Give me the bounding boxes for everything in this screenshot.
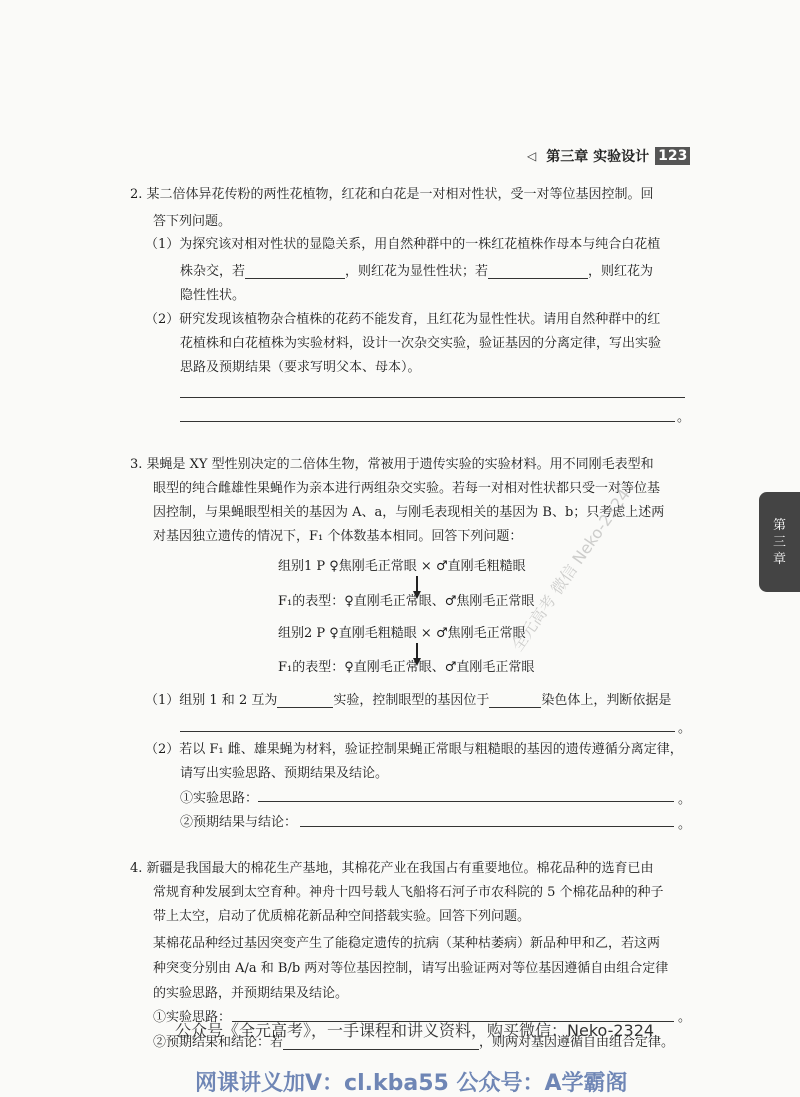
answer-line[interactable] bbox=[180, 421, 675, 422]
q3-sub2-line-2: 请写出实验思路、预期结果及结论。 bbox=[180, 766, 389, 781]
answer-line[interactable] bbox=[300, 826, 674, 827]
q4-line-2: 常规育种发展到太空育种。神舟十四号载人飞船将石河子市农科院的 5 个棉花品种的种子 bbox=[153, 885, 664, 900]
chapter-title: 第三章 实验设计 bbox=[546, 149, 650, 165]
period: 。 bbox=[678, 721, 692, 736]
answer-blank[interactable] bbox=[489, 691, 541, 708]
diagonal-watermark: 全元高考 微信 Neko-2324 bbox=[507, 485, 634, 655]
q4-result-text-a: ②预期结果和结论：若 bbox=[153, 1035, 284, 1050]
period: 。 bbox=[678, 1010, 692, 1025]
period: 。 bbox=[677, 410, 691, 425]
q4-line-4: 某棉花品种经过基因突变产生了能稳定遗传的抗病（某种枯萎病）新品种甲和乙，若这两 bbox=[153, 936, 661, 951]
q3-result-label: ②预期结果与结论： bbox=[180, 815, 298, 830]
page-header bbox=[527, 145, 690, 167]
period: 。 bbox=[678, 817, 692, 832]
q2-sub2-line-2: 花植株和白花植株为实验材料，设计一次杂交实验，验证基因的分离定律，写出实验 bbox=[180, 336, 662, 351]
bottom-watermark: 网课讲义加V：cl.kba55 公众号：A学霸阁 bbox=[195, 1071, 628, 1096]
tab-char-1: 第 bbox=[772, 517, 786, 533]
footer-watermark: 公众号《全元高考》，一手课程和讲义资料，购买微信：Neko-2324 bbox=[175, 1021, 655, 1040]
q4-idea-label: ①实验思路： bbox=[153, 1010, 232, 1025]
q4-line-6: 的实验思路，并预期结果及结论。 bbox=[153, 986, 349, 1001]
answer-blank[interactable] bbox=[277, 691, 333, 708]
q3-sub2-line-1: （2）若以 F₁ 雌、雄果蝇为材料，验证控制果蝇正常眼与粗糙眼的基因的遗传遵循分离定律， bbox=[145, 742, 683, 757]
triangle-marker-icon: ◁ bbox=[527, 149, 537, 163]
q3-sub1-line bbox=[145, 687, 671, 714]
q3-line-2: 眼型的纯合雌雄性果蝇作为亲本进行两组杂交实验。若每一对相对性状都只受一对等位基 bbox=[153, 481, 661, 496]
cross1-offspring: F₁的表型：♀直刚毛正常眼、♂焦刚毛正常眼 bbox=[278, 594, 535, 609]
cross2-arrow-stem bbox=[416, 643, 418, 659]
q2-sub1-line-2 bbox=[180, 258, 653, 285]
q2-sub2-line-1: （2）研究发现该植物杂合植株的花药不能发育，且红花为显性性状。请用自然种群中的红 bbox=[145, 312, 661, 327]
q2-sub1-text-a: 株杂交，若 bbox=[180, 264, 246, 279]
answer-line[interactable] bbox=[180, 731, 675, 732]
period: 。 bbox=[678, 792, 692, 807]
answer-blank[interactable] bbox=[488, 262, 588, 279]
q2-sub2-line-3: 思路及预期结果（要求写明父本、母本）。 bbox=[180, 360, 421, 375]
q2-sub1-text-b: ，则红花为显性性状；若 bbox=[345, 264, 489, 279]
cross1-parents: 组别1 P ♀焦刚毛正常眼 × ♂直刚毛粗糙眼 bbox=[278, 559, 526, 574]
q2-sub1-line-3: 隐性性状。 bbox=[180, 288, 246, 303]
q4-line-1: 4. 新疆是我国最大的棉花生产基地，其棉花产业在我国占有重要地位。棉花品种的选育已由 bbox=[130, 861, 654, 876]
tab-char-2: 三 bbox=[772, 534, 786, 550]
cross2-offspring: F₁的表型：♀直刚毛正常眼、♂直刚毛正常眼 bbox=[278, 660, 535, 675]
q4-line-5: 种突变分别由 A/a 和 B/b 两对等位基因控制，请写出验证两对等位基因遵循自由组合定律 bbox=[153, 961, 669, 976]
q2-line-1: 2. 某二倍体异花传粉的两性花植物，红花和白花是一对相对性状，受一对等位基因控制。回 bbox=[130, 187, 654, 202]
chapter-side-tab bbox=[759, 492, 800, 592]
q4-line-3: 带上太空，启动了优质棉花新品种空间搭载实验。回答下列问题。 bbox=[153, 909, 531, 924]
answer-blank[interactable] bbox=[245, 262, 345, 279]
q3-line-1: 3. 果蝇是 XY 型性别决定的二倍体生物，常被用于遗传实验的实验材料。用不同刚毛表型和 bbox=[130, 457, 654, 472]
answer-line[interactable] bbox=[258, 801, 674, 802]
q3-line-3: 因控制，与果蝇眼型相关的基因为 A、a，与刚毛表现相关的基因为 B、b；只考虑上述两 bbox=[153, 505, 665, 520]
q3-line-4: 对基因独立遗传的情况下，F₁ 个体数基本相同。回答下列问题： bbox=[153, 529, 523, 544]
cross1-arrow-stem bbox=[416, 576, 418, 592]
q2-sub1-text-c: ，则红花为 bbox=[588, 264, 654, 279]
answer-line[interactable] bbox=[180, 397, 685, 398]
q3-idea-label: ①实验思路： bbox=[180, 791, 259, 806]
q3-sub1-text-c: 染色体上，判断依据是 bbox=[541, 693, 672, 708]
q2-sub1-line-1: （1）为探究该对相对性状的显隐关系，用自然种群中的一株红花植株作母本与纯合白花植 bbox=[145, 237, 661, 252]
cross2-parents: 组别2 P ♀直刚毛粗糙眼 × ♂焦刚毛正常眼 bbox=[278, 626, 526, 641]
q4-result-text-b: ，则两对基因遵循自由组合定律。 bbox=[479, 1035, 675, 1050]
q3-sub1-text-a: （1）组别 1 和 2 互为 bbox=[145, 693, 278, 708]
q2-line-2: 答下列问题。 bbox=[153, 214, 232, 229]
q3-sub1-text-b: 实验，控制眼型的基因位于 bbox=[333, 693, 490, 708]
tab-char-3: 章 bbox=[772, 551, 786, 567]
page-number: 123 bbox=[655, 147, 690, 165]
